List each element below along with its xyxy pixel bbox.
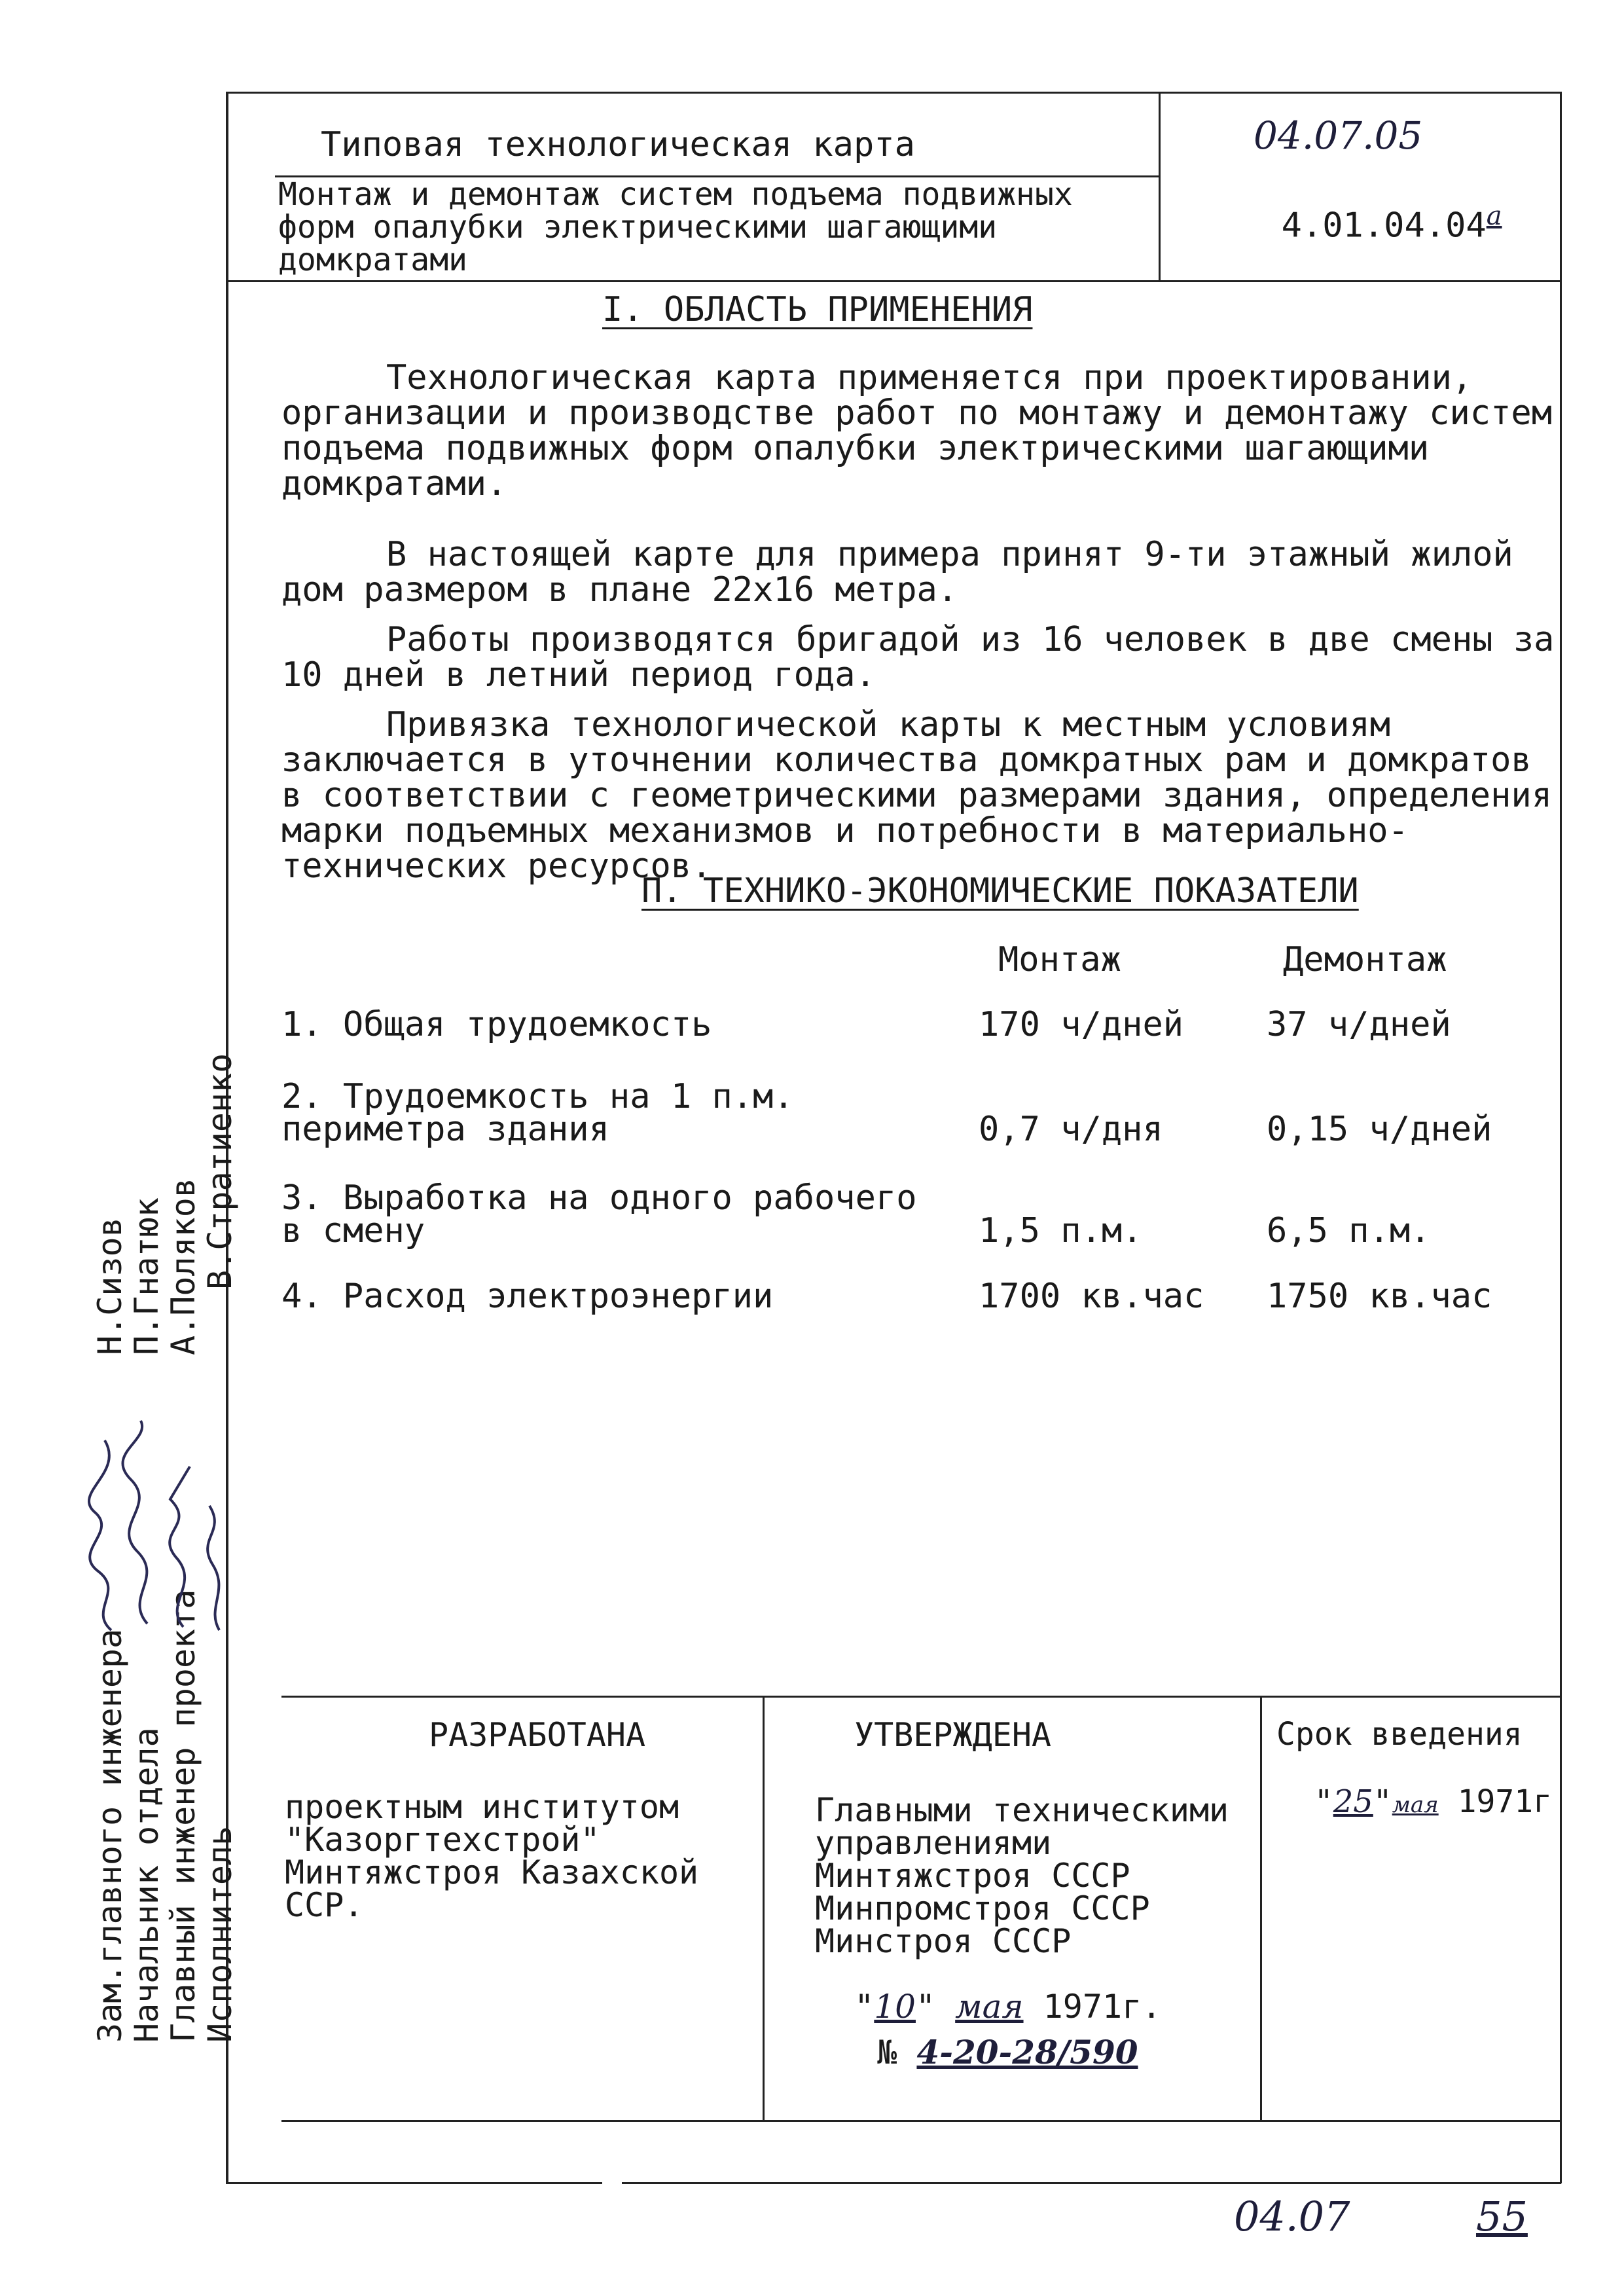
col-header-install: Монтаж bbox=[998, 940, 1121, 979]
indicator-row-1-label: 1. Общая трудоемкость bbox=[281, 1005, 712, 1044]
indicator-row-4-label: 4. Расход электроэнергии bbox=[281, 1277, 774, 1316]
page-number: 55 bbox=[1476, 2193, 1528, 2240]
developed-text: проектным институтом "Казоргтехстрой" Минтяжстроя Казахской ССР. bbox=[285, 1788, 699, 1924]
developed-heading: РАЗРАБОТАНА bbox=[429, 1716, 646, 1754]
signature-block bbox=[91, 1053, 249, 2043]
indicator-row-4-dismantle: 1750 кв.час bbox=[1267, 1277, 1492, 1316]
frame-bottom-border-right bbox=[622, 2182, 1561, 2184]
indicator-row-1-dismantle: 37 ч/дней bbox=[1267, 1005, 1451, 1044]
indicator-row-3-label: 3. Выработка на одного рабочего в смену bbox=[281, 1178, 917, 1250]
section1-paragraph-4: Привязка технологической карты к местным условиям заключается в уточнении количества домкратных рам и домкратов в соответствии с геометрическими размерами здания, определения марки подъемных механизмов и потребности в материально-технических ресурсов. bbox=[281, 705, 1553, 886]
section1-paragraph-3: Работы производятся бригадой из 16 человек в две смены за 10 дней в летний период года. bbox=[281, 620, 1555, 695]
approved-number: № 4-20-28/590 bbox=[877, 2033, 1138, 2071]
effective-day: 25 bbox=[1333, 1783, 1373, 1820]
signature-name-2: П.Гнатюк bbox=[128, 1197, 166, 1355]
indicator-row-2-install: 0,7 ч/дня bbox=[979, 1110, 1163, 1149]
footer-top-rule bbox=[281, 1696, 1561, 1698]
indicator-row-4-install: 1700 кв.час bbox=[979, 1277, 1204, 1316]
footer-divider-2 bbox=[1260, 1696, 1262, 2121]
indicator-row-1-install: 170 ч/дней bbox=[979, 1005, 1184, 1044]
approved-number-value: 4-20-28/590 bbox=[916, 2033, 1138, 2071]
frame-bottom-border-left bbox=[226, 2182, 602, 2184]
code-suffix: a bbox=[1486, 201, 1502, 231]
doc-title: Монтаж и демонтаж систем подъема подвижных форм опалубки электрическими шагающими домкратами bbox=[278, 176, 1073, 278]
indicator-row-2-dismantle: 0,15 ч/дней bbox=[1267, 1110, 1492, 1149]
footer-divider-1 bbox=[763, 1696, 765, 2121]
effective-date: "25"мая 1971г bbox=[1314, 1783, 1553, 1820]
signature-name-4: В.Стратиенко bbox=[201, 1053, 239, 1290]
signature-scribbles bbox=[85, 1362, 236, 1637]
approved-day: 10 bbox=[874, 1988, 916, 2026]
indicator-row-3-install: 1,5 п.м. bbox=[979, 1211, 1143, 1250]
section2-heading: П. ТЕХНИКО-ЭКОНОМИЧЕСКИЕ ПОКАЗАТЕЛИ bbox=[641, 871, 1359, 911]
header-bottom-rule bbox=[226, 280, 1561, 282]
signature-name-3: А.Поляков bbox=[164, 1178, 202, 1355]
section1-paragraph-1: Технологическая карта применяется при проектировании, организации и производстве работ по монтажу и демонтажу систем подъема подвижных форм опалубки электрическими шагающими домкратами. bbox=[281, 358, 1553, 503]
approved-text: Главными техническими управлениями Минтяжстроя СССР Минпромстроя СССР Минстроя СССР bbox=[815, 1791, 1229, 1960]
doc-type-label: Типовая технологическая карта bbox=[321, 125, 915, 164]
footer-bottom-rule bbox=[281, 2120, 1561, 2122]
signature-name-1: Н.Сизов bbox=[91, 1217, 129, 1355]
code-typed: 4.01.04.04$^a$ bbox=[1281, 201, 1502, 246]
frame-top-border bbox=[226, 92, 1561, 94]
code-handwritten: 04.07.05 bbox=[1254, 113, 1423, 158]
approved-heading: УТВЕРЖДЕНА bbox=[854, 1716, 1052, 1754]
signature-role-1: Зам.главного инженера bbox=[91, 1628, 129, 2043]
approved-date: "10" мая 1971г. bbox=[854, 1988, 1162, 2026]
approved-month: мая bbox=[955, 1988, 1024, 2026]
signature-role-3: Главный инженер проекта bbox=[164, 1589, 202, 2043]
header-vertical-divider bbox=[1159, 92, 1161, 282]
effective-heading: Срок введения bbox=[1276, 1716, 1523, 1753]
section1-heading: I. ОБЛАСТЬ ПРИМЕНЕНИЯ bbox=[602, 290, 1033, 329]
sheet-code: 04.07 bbox=[1234, 2193, 1350, 2240]
effective-month: мая bbox=[1392, 1792, 1439, 1818]
indicator-row-3-dismantle: 6,5 п.м. bbox=[1267, 1211, 1431, 1250]
signature-role-4: Исполнитель bbox=[201, 1825, 239, 2043]
col-header-dismantle: Демонтаж bbox=[1283, 940, 1447, 979]
signature-role-2: Начальник отдела bbox=[128, 1727, 166, 2043]
indicator-row-2-label: 2. Трудоемкость на 1 п.м. периметра здания bbox=[281, 1077, 794, 1149]
section1-paragraph-2: В настоящей карте для примера принят 9-ти этажный жилой дом размером в плане 22х16 метра. bbox=[281, 535, 1513, 610]
